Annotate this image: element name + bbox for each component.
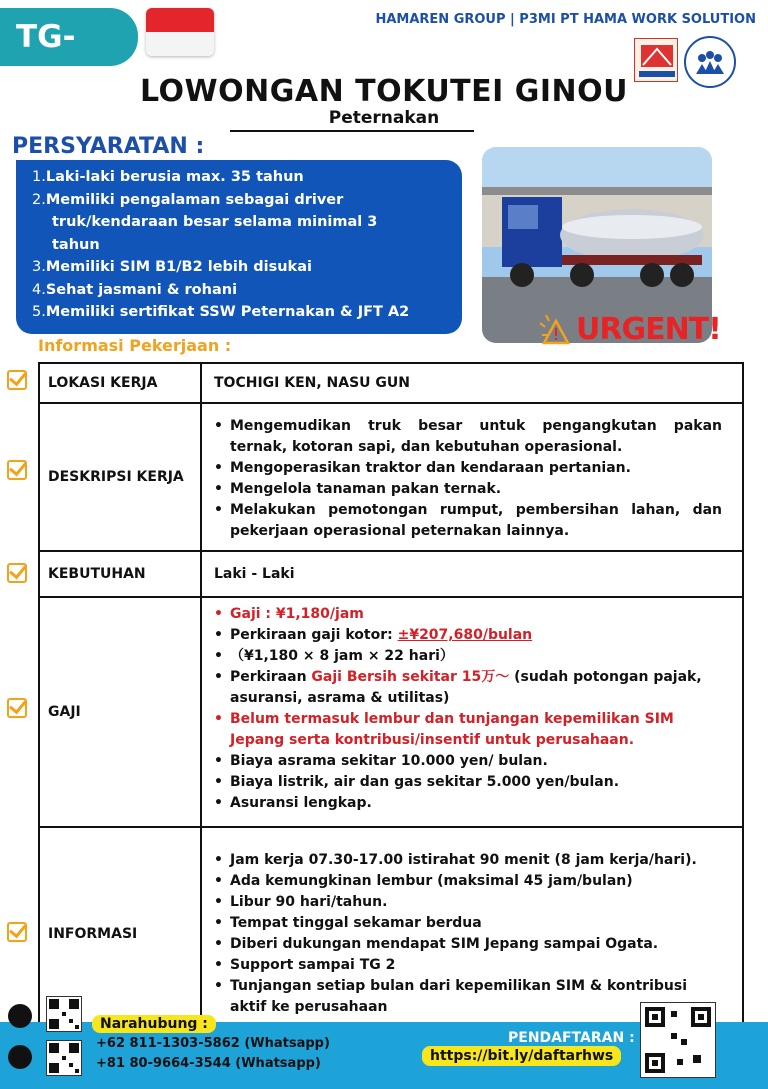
- page-subtitle: Peternakan: [328, 108, 440, 128]
- register-label: PENDAFTARAN :: [508, 1030, 635, 1046]
- list-item: • Perkiraan Gaji Bersih sekitar 15万～ (sudah potongan pajak, asuransi, asrama & utilitas): [214, 667, 722, 709]
- requirement-item: 1.Laki-laki berusia max. 35 tahun: [32, 169, 304, 185]
- requirement-item: tahun: [52, 236, 100, 253]
- alert-burst-icon: [538, 313, 574, 349]
- list-item: • Mengelola tanaman pakan ternak.: [214, 479, 722, 500]
- check-icon: [7, 922, 27, 942]
- list-item: • Jam kerja 07.30-17.00 istirahat 90 menit (8 jam kerja/hari).: [214, 850, 722, 871]
- check-icon: [7, 563, 27, 583]
- list-item: • Ada kemungkinan lembur (maksimal 45 jam/bulan): [214, 871, 722, 892]
- requirements-heading: PERSYARATAN :: [12, 134, 205, 159]
- requirement-item: 2.Memiliki pengalaman sebagai driver: [32, 191, 344, 208]
- qr-code-icon[interactable]: [46, 1040, 82, 1076]
- subtitle-underline: [230, 130, 474, 132]
- check-icon: [7, 460, 27, 480]
- table-row-informasi: [40, 828, 742, 1040]
- job-info-table: [38, 362, 744, 1042]
- list-item: • Perkiraan gaji kotor: ±¥207,680/bulan: [214, 625, 722, 646]
- row-label: KEBUTUHAN: [40, 552, 202, 596]
- row-label: LOKASI KERJA: [40, 364, 202, 402]
- requirement-item: truk/kendaraan besar selama minimal 3: [52, 214, 378, 230]
- table-row-lokasi: [40, 364, 742, 404]
- row-value: Laki - Laki: [214, 566, 295, 582]
- list-item: • Mengemudikan truk besar untuk pengangkutan pakan ternak, kotoran sapi, dan kebutuhan operasional.: [214, 416, 722, 458]
- company-name: HAMAREN GROUP | P3MI PT HAMA WORK SOLUTION: [375, 12, 756, 27]
- requirements-box: [16, 160, 462, 334]
- list-item: • Melakukan pemotongan rumput, pembersihan lahan, dan pekerjaan operasional peternakan lainnya.: [214, 500, 722, 542]
- row-value: [202, 598, 742, 826]
- list-item: • Libur 90 hari/tahun.: [214, 892, 722, 913]
- qr-code-icon[interactable]: [46, 996, 82, 1032]
- table-row-kebutuhan: [40, 552, 742, 598]
- urgent-label: URGENT!: [576, 312, 721, 347]
- page-title: LOWONGAN TOKUTEI GINOU: [139, 74, 628, 109]
- list-item: • Biaya listrik, air dan gas sekitar 5.000 yen/bulan.: [214, 772, 722, 793]
- requirement-item: 3.Memiliki SIM B1/B2 lebih disukai: [32, 259, 312, 275]
- check-icon: [7, 698, 27, 718]
- phone-2[interactable]: +81 80-9664-3544 (Whatsapp): [96, 1056, 321, 1071]
- register-qr-code-icon[interactable]: [640, 1002, 716, 1078]
- list-item: • Gaji : ¥1,180/jam: [214, 604, 722, 625]
- list-item: • Biaya asrama sekitar 10.000 yen/ bulan.: [214, 751, 722, 772]
- row-label: DESKRIPSI KERJA: [40, 404, 202, 550]
- list-item: • Asuransi lengkap.: [214, 793, 722, 814]
- row-label: GAJI: [40, 598, 202, 826]
- person-icon: [8, 1004, 32, 1028]
- row-label: INFORMASI: [40, 828, 202, 1040]
- list-item: • Support sampai TG 2: [214, 955, 722, 976]
- requirement-item: 5.Memiliki sertifikat SSW Peternakan & JFT A2: [32, 304, 410, 320]
- register-link[interactable]: https://bit.ly/daftarhws: [422, 1046, 621, 1066]
- table-row-gaji: [40, 598, 742, 828]
- row-value: [202, 404, 742, 550]
- row-value: TOCHIGI KEN, NASU GUN: [214, 375, 410, 391]
- list-item: • Belum termasuk lembur dan tunjangan kepemilikan SIM Jepang serta kontribusi/insentif untuk perusahaan.: [214, 709, 722, 751]
- list-item: • Tempat tinggal sekamar berdua: [214, 913, 722, 934]
- code-badge: TG-380: [0, 8, 138, 66]
- check-icon: [7, 370, 27, 390]
- table-row-deskripsi: [40, 404, 742, 552]
- list-item: • Diberi dukungan mendapat SIM Jepang sampai Ogata.: [214, 934, 722, 955]
- indonesia-flag-icon: [146, 8, 214, 56]
- contact-label: Narahubung :: [92, 1015, 216, 1033]
- list-item: • Tunjangan setiap bulan dari kepemilikan SIM & kontribusi aktif ke perusahaan: [214, 976, 722, 1018]
- list-item: • Mengoperasikan traktor dan kendaraan pertanian.: [214, 458, 722, 479]
- list-item: • （¥1,180 × 8 jam × 22 hari）: [214, 646, 722, 667]
- requirement-item: 4.Sehat jasmani & rohani: [32, 281, 238, 298]
- info-heading: Informasi Pekerjaan :: [38, 336, 232, 355]
- person-icon: [8, 1045, 32, 1069]
- phone-1[interactable]: +62 811-1303-5862 (Whatsapp): [96, 1036, 330, 1051]
